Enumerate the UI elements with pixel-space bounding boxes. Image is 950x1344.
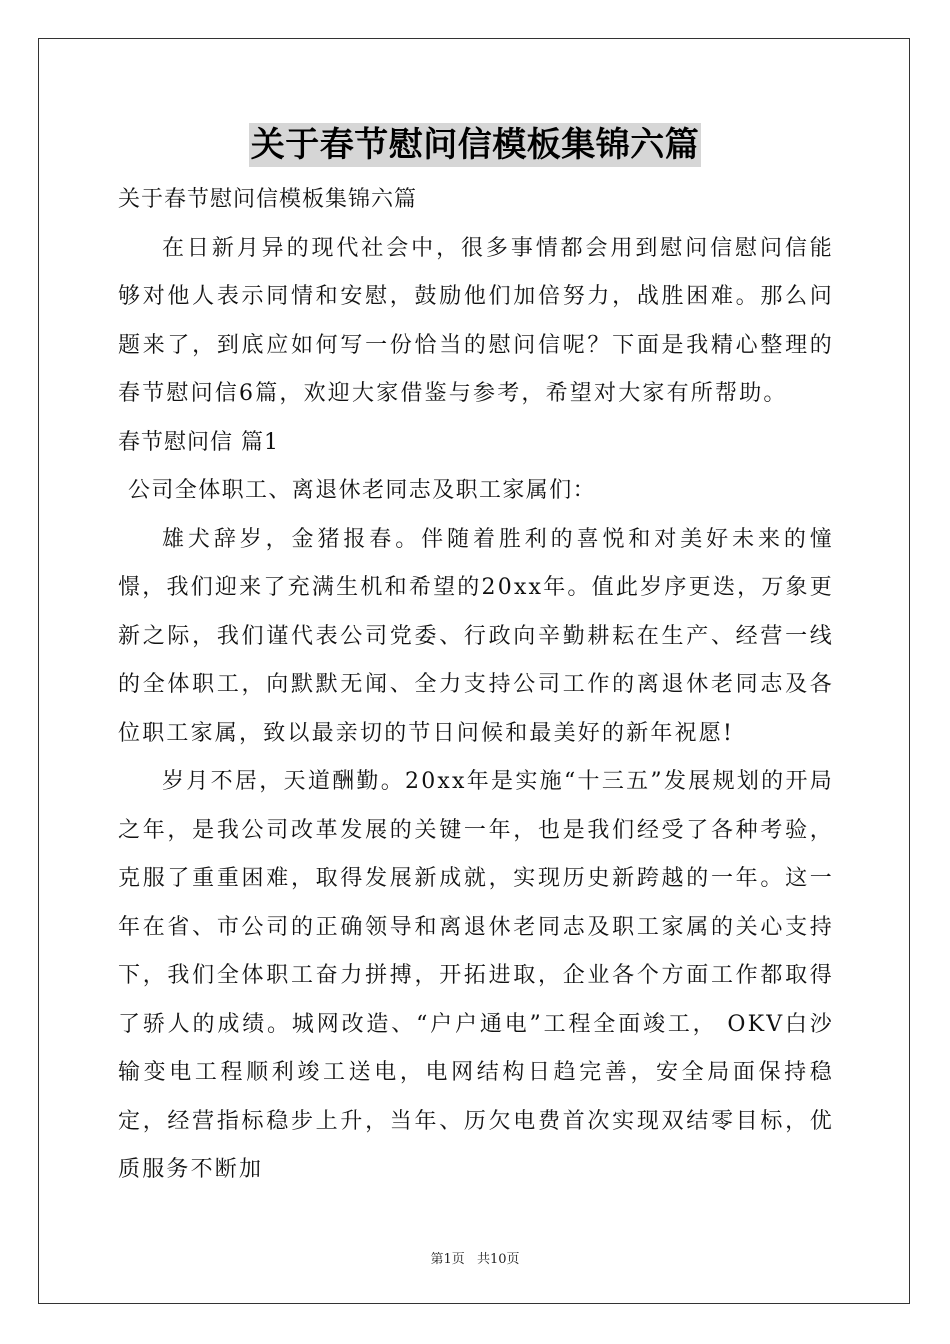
page-total: 共10页 xyxy=(476,1252,520,1267)
title-container xyxy=(0,123,950,167)
body-paragraph-1: 雄犬辞岁，金猪报春。伴随着胜利的喜悦和对美好未来的憧憬，我们迎来了充满生机和希望的20xx年。值此岁序更迭，万象更新之际，我们谨代表公司党委、行政向辛勤耕耘在生产、经营一线的全体职工，向默默无闻、全力支持公司工作的离退休老同志及各位职工家属，致以最亲切的节日问候和最美好的新年祝愿! xyxy=(118,526,834,746)
page-number: 第1页 xyxy=(430,1252,465,1267)
document-body xyxy=(118,176,834,1195)
body-paragraph-2: 岁月不居，天道酬勤。20xx年是实施“十三五”发展规划的开局之年，是我公司改革发展的关键一年，也是我们经受了各种考验，克服了重重困难，取得发展新成就，实现历史新跨越的一年。这一年在省、市公司的正确领导和离退休老同志及职工家属的关心支持下，我们全体职工奋力拼搏，开拓进取，企业各个方面工作都取得了骄人的成绩。城网改造、“户户通电”工程全面竣工， OKV白沙输变电工程顺利竣工送电，电网结构日趋完善，安全局面保持稳定，经营指标稳步上升，当年、历欠电费首次实现双结零目标，优质服务不断加 xyxy=(118,769,834,1182)
document-subtitle: 关于春节慰问信模板集锦六篇 xyxy=(118,187,418,212)
intro-paragraph: 在日新月异的现代社会中，很多事情都会用到慰问信慰问信能够对他人表示同情和安慰，鼓励他们加倍努力，战胜困难。那么问题来了，到底应如何写一份恰当的慰问信呢？下面是我精心整理的春节慰问信6篇，欢迎大家借鉴与参考，希望对大家有所帮助。 xyxy=(118,235,834,406)
document-title: 关于春节慰问信模板集锦六篇 xyxy=(250,125,700,165)
section-heading: 春节慰问信 篇1 xyxy=(118,429,279,455)
page-footer xyxy=(0,1248,950,1267)
letter-salutation: 公司全体职工、离退休老同志及职工家属们： xyxy=(128,478,597,503)
